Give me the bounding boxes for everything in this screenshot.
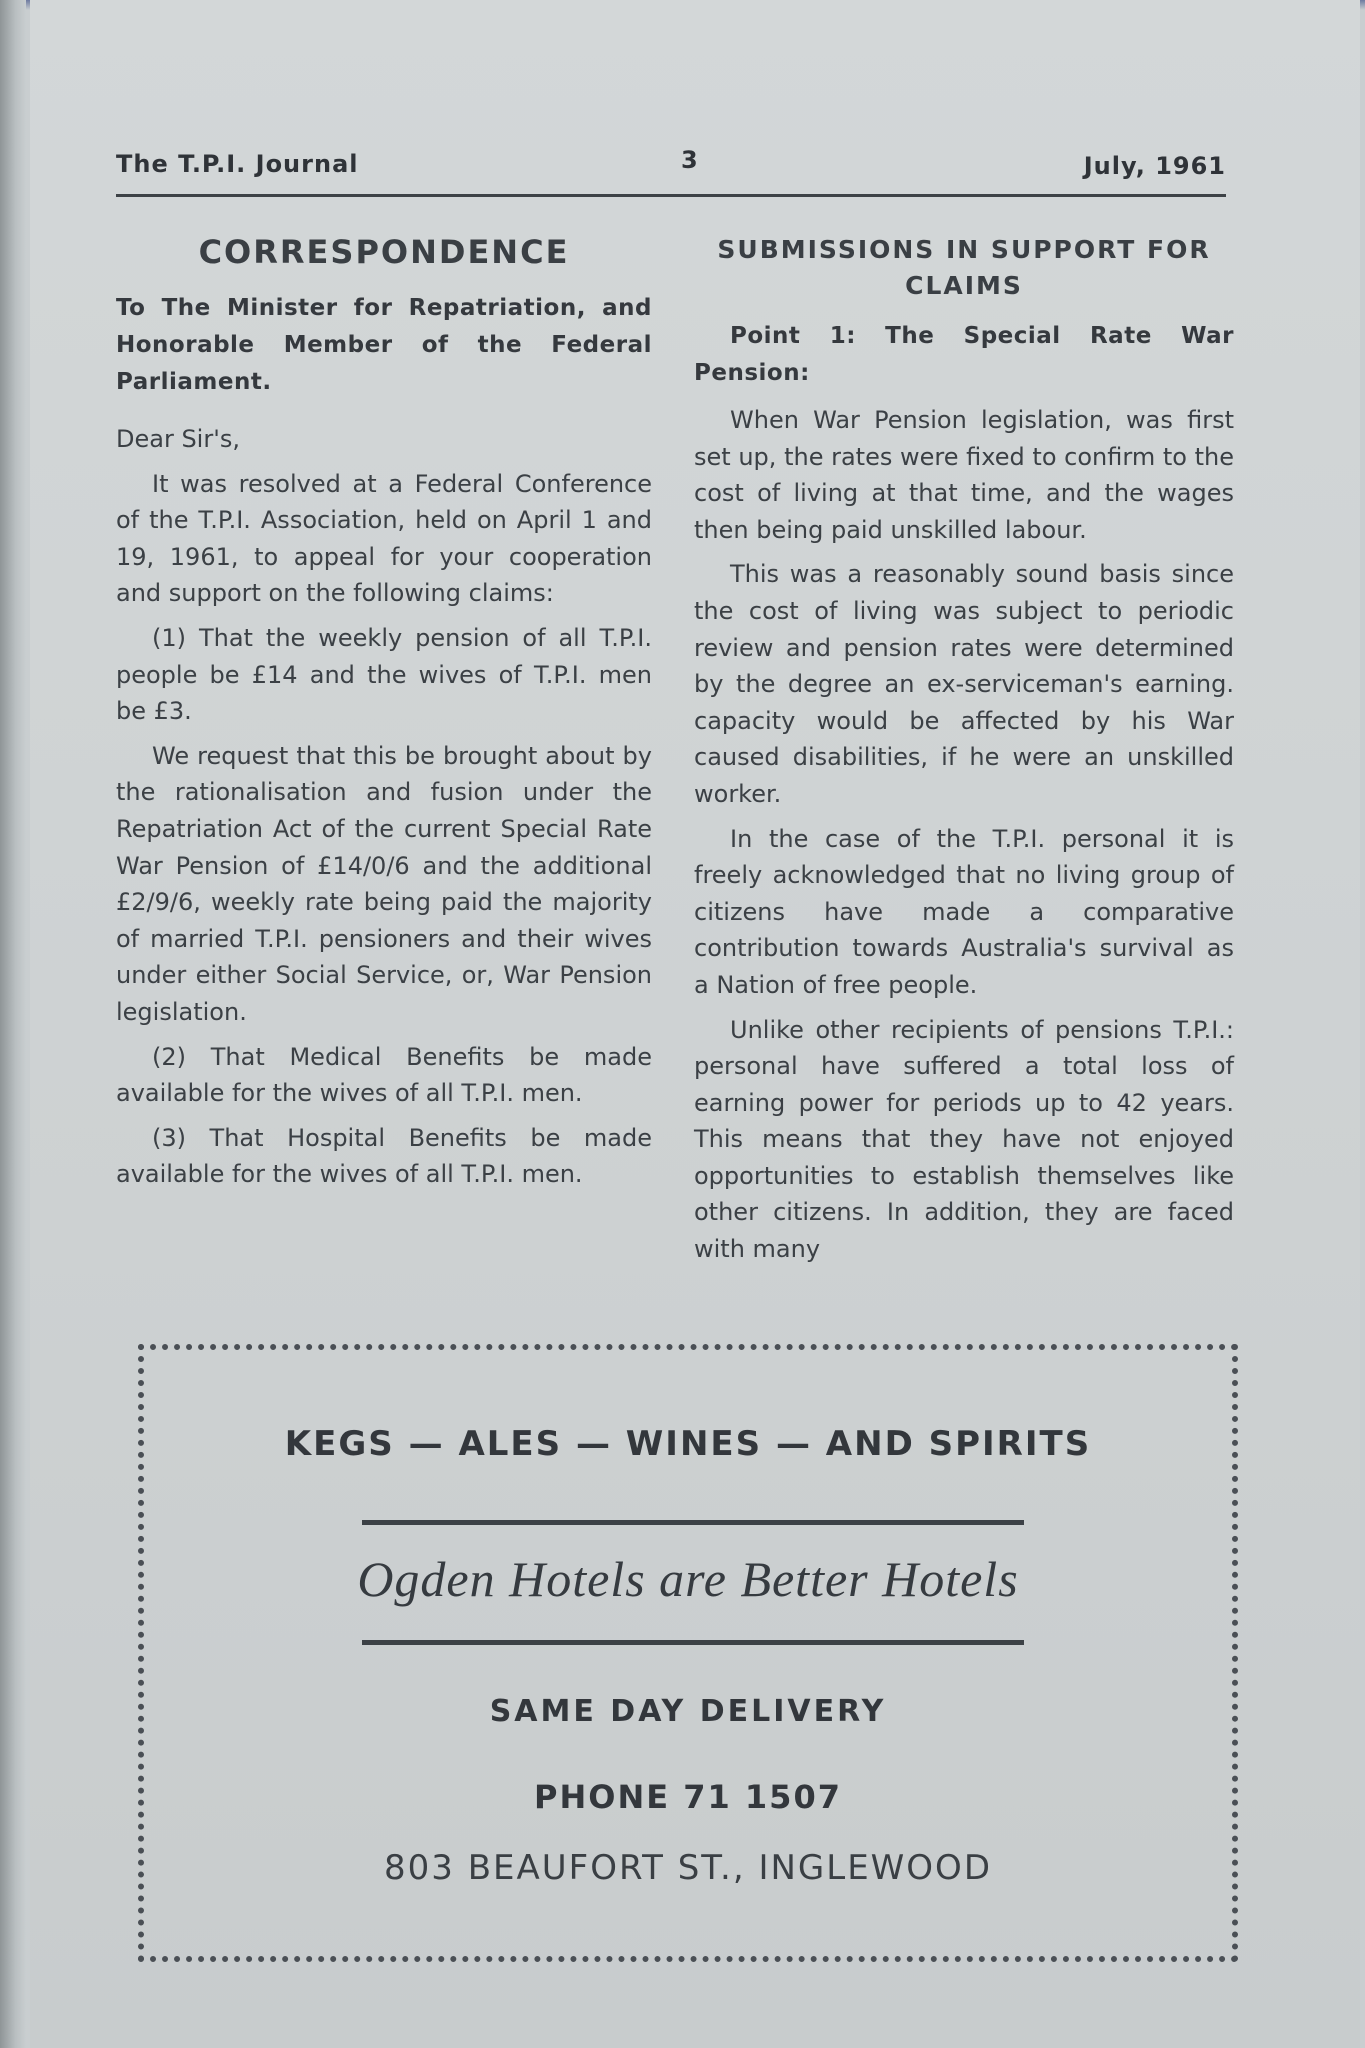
correspondence-heading: CORRESPONDENCE (198, 233, 570, 271)
right-column (694, 228, 1234, 1276)
page-header (116, 146, 1226, 190)
letter-paragraph: It was resolved at a Federal Conference of the T.P.I. Association, held on April 1 and 19, 1961, to appeal for your cooperation and support on the following claims: (116, 469, 652, 608)
submission-paragraph: This was a reasonably sound basis since the cost of living was subject to periodic review and pension rates were determined by the degree an ex-serviceman's earning. capacity would be affected by his War caused disabilities, if he were an unskilled worker. (694, 560, 1234, 808)
submission-paragraph: When War Pension legislation, was first set up, the rates were fixed to confirm to the cost of living at that time, and the wages then being paid unskilled labour. (694, 406, 1234, 544)
ad-products-line: KEGS — ALES — WINES — AND SPIRITS (284, 1424, 1092, 1464)
submission-paragraph: Unlike other recipients of pensions T.P.I.: personal have suffered a total loss of earning power for periods up to 42 years. This means that they have not enjoyed opportunities to establish themselves like other citizens. In addition, they are faced with many (694, 1015, 1234, 1264)
header-rule (116, 194, 1226, 197)
ad-slogan: Ogden Hotels are Better Hotels (357, 1551, 1019, 1607)
point-heading: Point 1: The Special Rate War Pension: (694, 323, 1234, 386)
letter-paragraph: (3) That Hospital Benefits be made available for the wives of all T.P.I. men. (116, 1123, 652, 1189)
letter-paragraph: (1) That the weekly pension of all T.P.I. people be £14 and the wives of T.P.I. men be £3. (116, 623, 652, 726)
ad-address-line: 803 BEAUFORT ST., INGLEWOOD (384, 1848, 992, 1888)
ad-delivery-line: SAME DAY DELIVERY (489, 1694, 887, 1729)
letter-paragraph: (2) That Medical Benefits be made available for the wives of all T.P.I. men. (116, 1042, 652, 1108)
issue-date: July, 1961 (1083, 152, 1226, 180)
submissions-heading: SUBMISSIONS IN SUPPORT FOR CLAIMS (717, 235, 1211, 300)
ad-divider-top (362, 1520, 1024, 1525)
letter-salutation: Dear Sir's, (116, 425, 240, 453)
ad-divider-bottom (362, 1640, 1024, 1645)
binding-spine (0, 0, 26, 2048)
ad-phone-line: PHONE 71 1507 (534, 1778, 842, 1816)
page-number: 3 (681, 146, 699, 174)
letter-addressee: To The Minister for Repatriation, and Honorable Member of the Federal Parliament. (116, 295, 652, 395)
left-column (116, 228, 652, 1201)
submission-paragraph: In the case of the T.P.I. personal it is freely acknowledged that no living group of citizens have made a comparative contribution towards Australia's survival as a Nation of free people. (694, 824, 1234, 999)
letter-paragraph: We request that this be brought about by the rationalisation and fusion under the Repatriation Act of the current Special Rate War Pension of £14/0/6 and the additional £2/9/6, weekly rate being paid the majority of married T.P.I. pensioners and their wives under either Social Service, or, War Pension legislation. (116, 741, 652, 1026)
journal-title: The T.P.I. Journal (116, 150, 359, 178)
hotel-advertisement (138, 1344, 1238, 1962)
